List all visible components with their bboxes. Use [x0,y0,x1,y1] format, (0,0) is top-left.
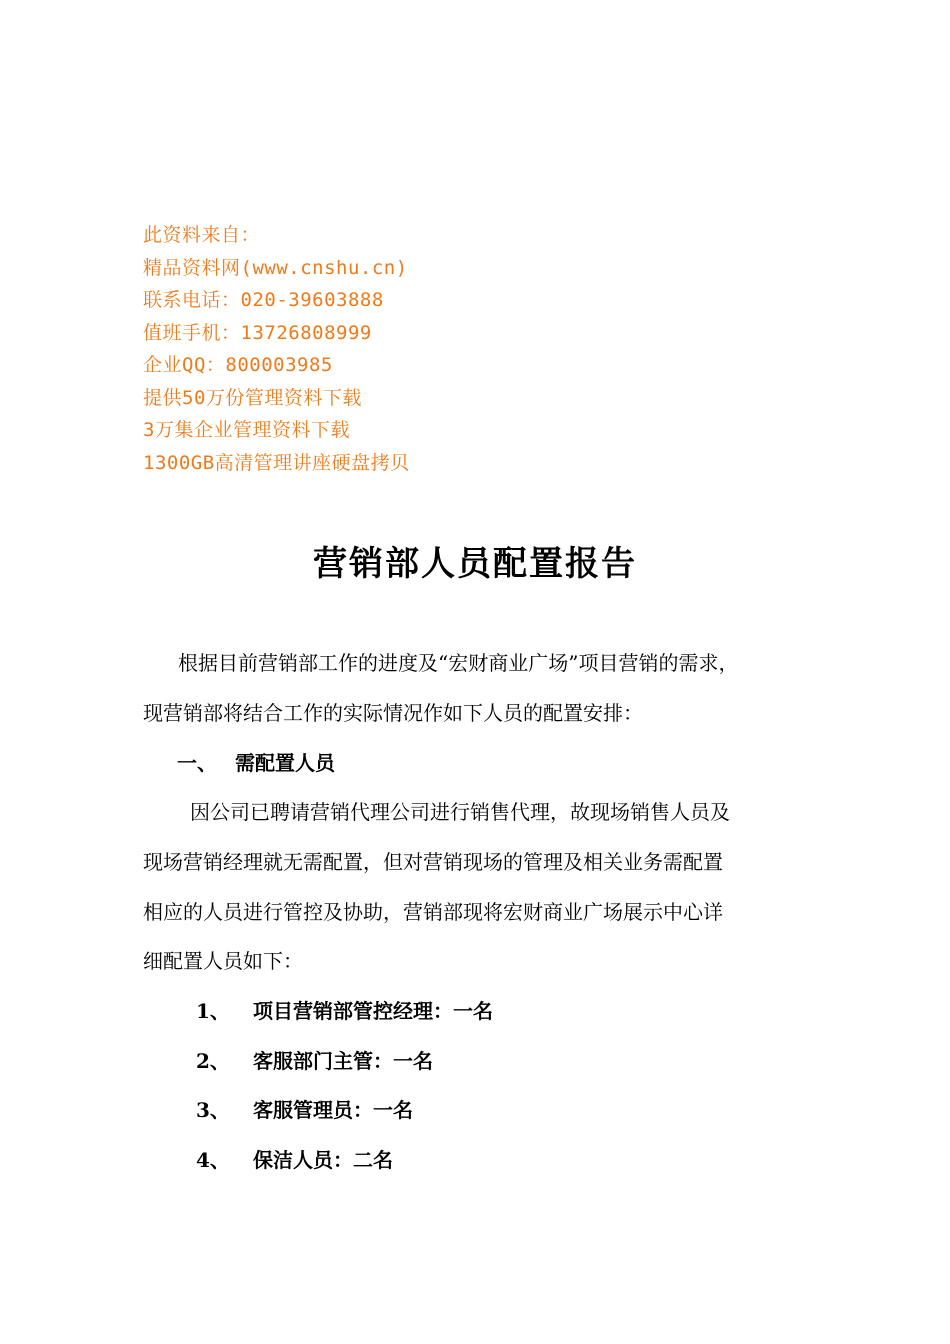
body-line-1: 因公司已聘请营销代理公司进行销售代理，故现场销售人员及 [190,800,730,824]
section-number: 一、 [177,751,217,775]
intro-line-1: 根据目前营销部工作的进度及“宏财商业广场”项目营销的需求， [178,651,739,675]
intro-line-2: 现营销部将结合工作的实际情况作如下人员的配置安排： [143,701,643,725]
list-item-text: 保洁人员：二名 [253,1148,393,1172]
list-item-text: 客服管理员：一名 [253,1098,413,1122]
qq-line: 企业QQ：800003985 [143,354,333,376]
list-item [196,1036,433,1086]
list-item [196,1135,393,1185]
list-item-number: 4、 [196,1148,230,1172]
offer-line-2: 3万集企业管理资料下载 [143,419,350,441]
body-line-3: 相应的人员进行管控及协助，营销部现将宏财商业广场展示中心详 [143,900,723,924]
phone-line: 联系电话：020-39603888 [143,289,384,311]
offer-line-3: 1300GB高清管理讲座硬盘拷贝 [143,451,410,474]
list-item-number: 1、 [196,999,230,1023]
list-item-text: 客服部门主管：一名 [253,1049,433,1073]
list-item [196,1085,413,1135]
mobile-line: 值班手机：13726808999 [143,321,372,344]
source-info-block [143,219,563,479]
section-heading [177,738,335,788]
list-item-number: 3、 [196,1098,230,1122]
website-line: 精品资料网(www.cnshu.cn) [143,256,408,279]
source-line: 此资料来自： [143,224,261,246]
body-line-4: 细配置人员如下： [143,949,303,973]
list-item [196,986,493,1036]
body-line-2: 现场营销经理就无需配置，但对营销现场的管理及相关业务需配置 [143,850,723,874]
document-title: 营销部人员配置报告 [313,544,637,584]
list-item-text: 项目营销部管控经理：一名 [253,999,493,1023]
list-item-number: 2、 [196,1049,230,1073]
section-title: 需配置人员 [235,751,335,775]
offer-line-1: 提供50万份管理资料下载 [143,386,362,409]
